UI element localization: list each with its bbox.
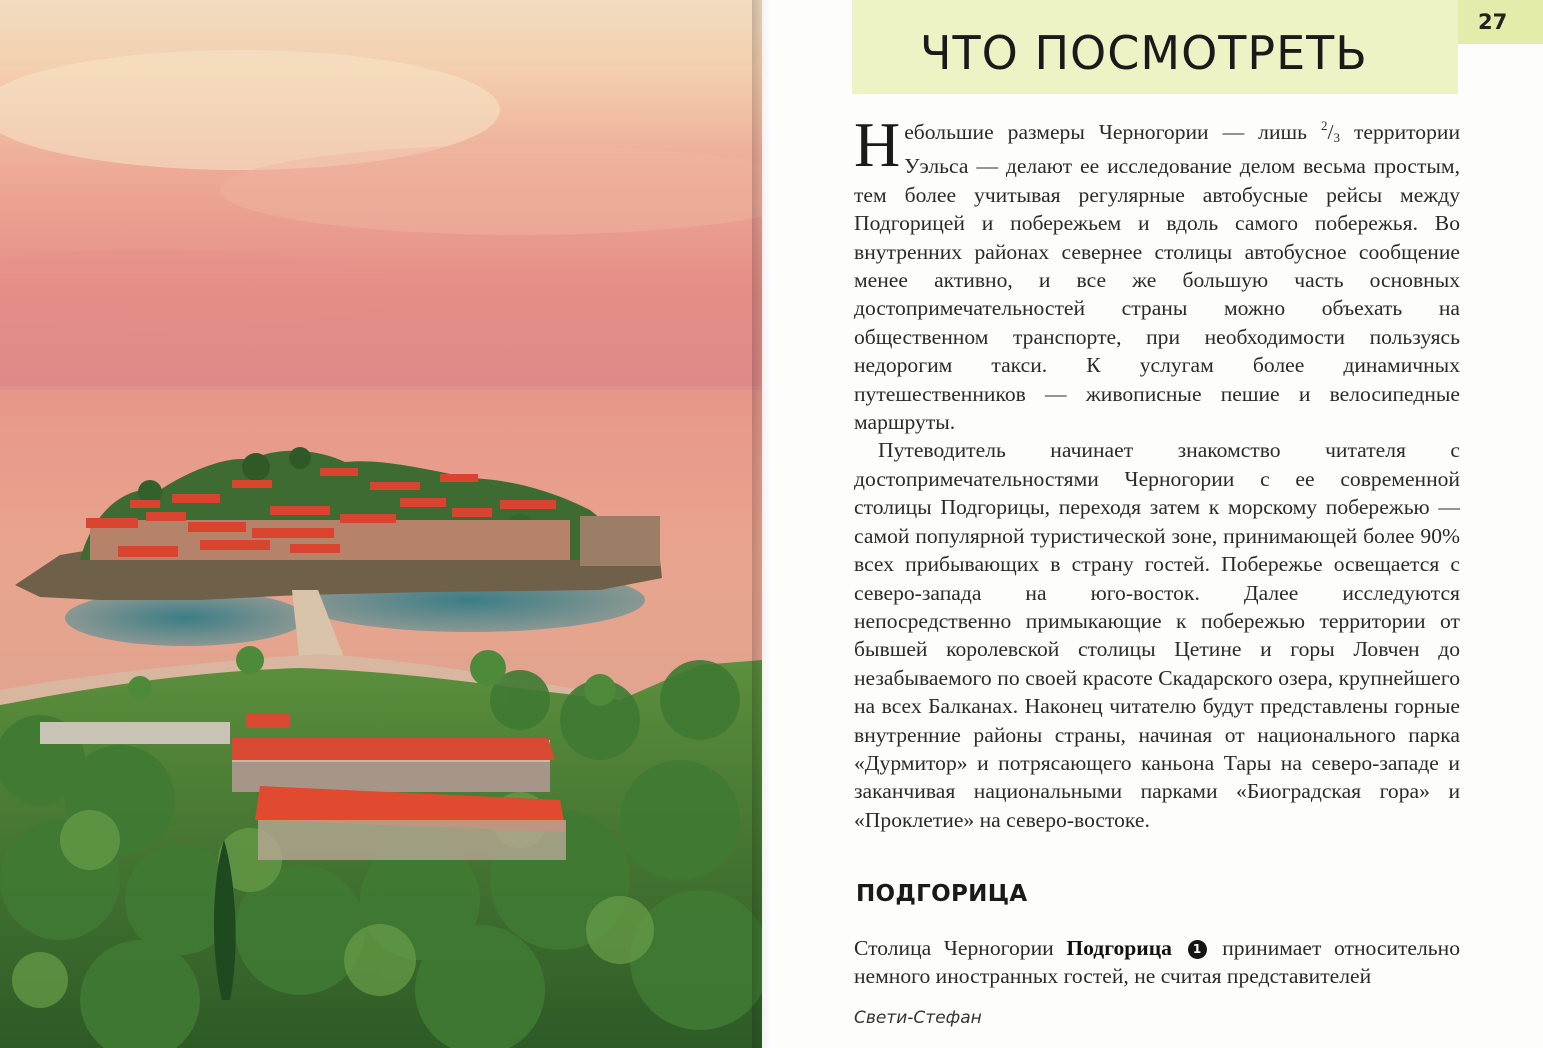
section-bold-name: Подгорица [1066, 935, 1172, 960]
section-text-before: Столица Черногории [854, 935, 1067, 960]
fraction-numerator: 2 [1320, 118, 1328, 133]
sveti-stefan-photo [0, 0, 762, 1048]
photo-page [0, 0, 762, 1048]
page-gutter-shadow [752, 0, 774, 1048]
photo-caption: Свети-Стефан [854, 1008, 982, 1028]
intro-paragraph-2: Путеводитель начинает знакомство читателя с достопримечательностями Черногории с ее современной столицы Подгорицы, переходя затем к морскому побережью — самой популярной туристической зоне, принимающей более 90% всех прибывающих в страну гостей. Побережье освещается с северо-запада на юго-восток. Далее исследуются непосредственно примыкающие к побережью территории от бывшей королевской столицы Цетине и горы Ловчен до незабываемого по своей красоте Скадарского озера, крупнейшего на всех Балканах. Наконец читателю будут представлены горные внутренние районы страны, начиная от национального парка «Дурмитор» и потрясающего каньона Тары на северо-западе и заканчивая национальными парками «Биоградская гора» и «Проклетие» на северо-востоке. [854, 438, 1460, 832]
intro-text-1a: ебольшие размеры Черногории — лишь [904, 120, 1321, 144]
page-number-tab [1458, 0, 1543, 44]
text-page [774, 0, 1543, 1048]
fraction-slash: / [1327, 120, 1334, 144]
drop-cap: Н [854, 109, 901, 180]
section-heading: ПОДГОРИЦА [856, 881, 1028, 907]
section-text-after: принимает относительно немного иностранных гостей, не считая представителей [854, 935, 1460, 988]
section-paragraph [854, 934, 1460, 991]
page-title: ЧТО ПОСМОТРЕТЬ [920, 26, 1368, 80]
page-number: 27 [1478, 10, 1508, 34]
fraction-denominator: 3 [1333, 130, 1340, 145]
intro-text-1b: территории Уэльса — делают ее исследование делом весьма простым, тем более учитывая регулярные автобусные рейсы между Подгорицей и побережьем и вдоль самого побережья. Во внутренних районах севернее столицы автобусное сообщение менее активно, и все же большую часть основных достопримечательностей страны можно объехать на общественном транспорте, при необходимости пользуясь недорогим такси. К услугам более динамичных путешественников — живописные пешие и велосипедные маршруты. [854, 120, 1460, 435]
intro-paragraph-1 [854, 109, 1460, 436]
intro-text [854, 109, 1460, 834]
map-marker-icon: 1 [1188, 940, 1207, 959]
